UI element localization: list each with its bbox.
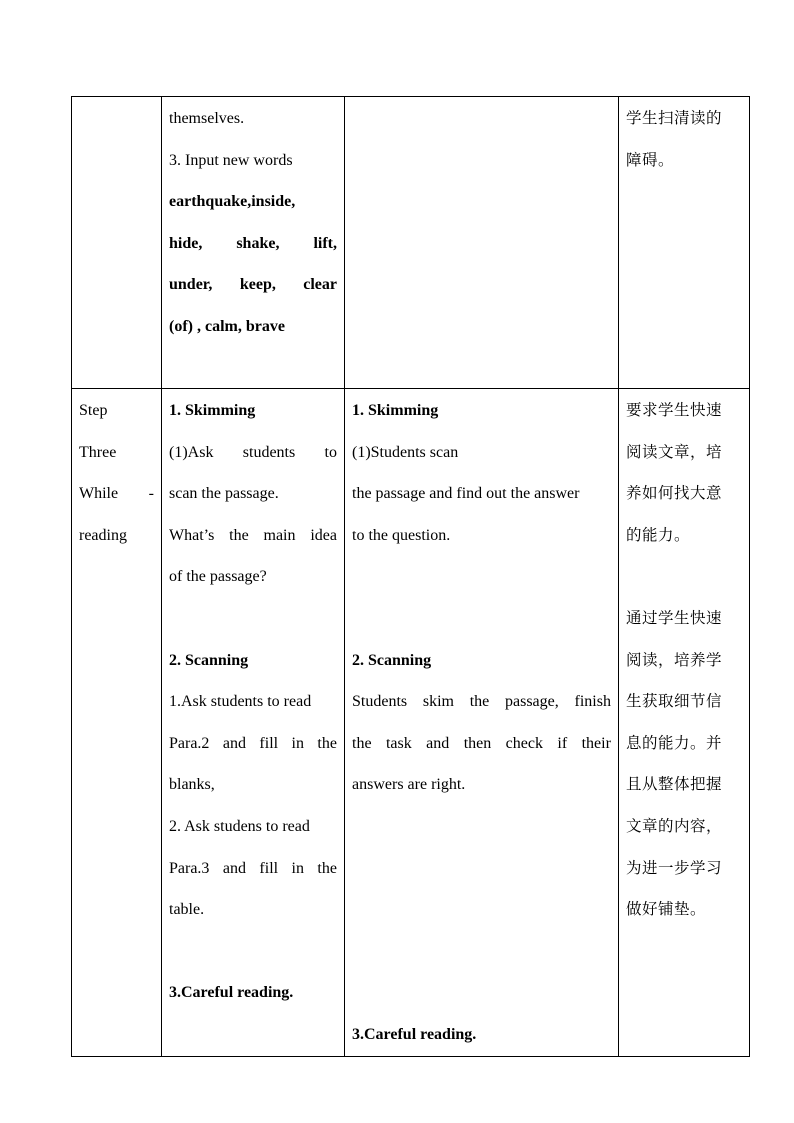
section-heading: 2. Scanning bbox=[352, 651, 432, 669]
word: and bbox=[222, 734, 246, 752]
text-line: 学生扫清读的 bbox=[626, 109, 723, 127]
step-label bbox=[79, 473, 154, 515]
new-words-line bbox=[169, 223, 337, 265]
text-line: scan the passage. bbox=[169, 485, 279, 503]
word: in bbox=[291, 859, 304, 877]
table-row bbox=[72, 389, 750, 1057]
spacer bbox=[169, 931, 337, 973]
text-line: to the question. bbox=[352, 526, 451, 544]
text-line: 通过学生快速 bbox=[626, 608, 723, 627]
word: check bbox=[505, 734, 543, 752]
word: keep, bbox=[239, 276, 276, 294]
step-cell bbox=[72, 389, 162, 1057]
section-heading: 1. Skimming bbox=[169, 402, 256, 419]
spacer bbox=[352, 848, 611, 890]
text-line: blanks, bbox=[169, 776, 215, 794]
teacher-activity-cell bbox=[162, 97, 345, 389]
spacer bbox=[352, 806, 611, 848]
section-heading: 2. Scanning bbox=[169, 651, 249, 669]
text-line bbox=[169, 848, 337, 890]
text-line bbox=[352, 681, 611, 723]
word: (1)Ask bbox=[169, 443, 214, 461]
word: the bbox=[469, 693, 490, 711]
section-heading: 3.Careful reading. bbox=[169, 984, 294, 1002]
section-heading: 1. Skimming bbox=[352, 402, 439, 419]
word: then bbox=[463, 734, 492, 752]
text-line: 障碍。 bbox=[626, 150, 675, 169]
table-row bbox=[72, 97, 750, 389]
text-line: the passage and find out the answer bbox=[352, 485, 580, 503]
step-label: Three bbox=[79, 443, 117, 461]
word: their bbox=[581, 734, 611, 752]
text-line: 为进一步学习 bbox=[626, 858, 723, 877]
step-label: Step bbox=[79, 402, 108, 419]
spacer bbox=[352, 598, 611, 640]
word: the bbox=[317, 859, 337, 877]
text-line: 且从整体把握 bbox=[626, 775, 723, 794]
text-line bbox=[169, 723, 337, 765]
word: - bbox=[148, 485, 154, 503]
text-line: of the passage? bbox=[169, 568, 267, 586]
word: under, bbox=[169, 276, 213, 294]
word: finish bbox=[574, 693, 611, 711]
word: hide, bbox=[169, 234, 203, 252]
section-heading: 3.Careful reading. bbox=[352, 1025, 477, 1043]
word: passage, bbox=[505, 693, 559, 711]
text-line: 生获取细节信 bbox=[626, 692, 723, 711]
text-line: 3. Input new words bbox=[169, 151, 293, 169]
word: the bbox=[352, 734, 372, 752]
word: task bbox=[385, 734, 412, 752]
word: in bbox=[291, 734, 304, 752]
word: and bbox=[222, 859, 246, 877]
text-line: 息的能力。并 bbox=[626, 733, 723, 752]
word: the bbox=[317, 734, 337, 752]
new-words-line: (of) , calm, brave bbox=[169, 317, 285, 335]
word: to bbox=[324, 443, 337, 461]
word: if bbox=[557, 734, 568, 752]
text-line: (1)Students scan bbox=[352, 443, 459, 461]
word: and bbox=[426, 734, 450, 752]
text-line: 的能力。 bbox=[626, 525, 691, 544]
text-line: 做好铺垫。 bbox=[626, 900, 707, 919]
text-line: answers are right. bbox=[352, 776, 466, 794]
lesson-plan-table bbox=[71, 96, 750, 1057]
teacher-activity-cell bbox=[162, 389, 345, 1057]
word: fill bbox=[259, 734, 279, 752]
word: idea bbox=[310, 526, 337, 544]
word: the bbox=[229, 526, 249, 544]
new-words-line bbox=[169, 264, 337, 306]
new-words-line: earthquake,inside, bbox=[169, 193, 296, 211]
word: fill bbox=[259, 859, 279, 877]
text-line bbox=[169, 432, 337, 474]
word: While bbox=[79, 485, 119, 503]
student-activity-cell bbox=[345, 389, 619, 1057]
word: Students bbox=[352, 693, 408, 711]
step-cell bbox=[72, 97, 162, 389]
word: skim bbox=[422, 693, 454, 711]
spacer bbox=[352, 889, 611, 931]
spacer bbox=[626, 556, 742, 598]
word: Para.2 bbox=[169, 734, 210, 752]
text-line: themselves. bbox=[169, 110, 245, 127]
spacer bbox=[352, 931, 611, 973]
word: shake, bbox=[236, 234, 280, 252]
purpose-cell bbox=[619, 97, 750, 389]
text-line: table. bbox=[169, 901, 205, 919]
word: clear bbox=[303, 276, 337, 294]
word: What’s bbox=[169, 526, 215, 544]
word: lift, bbox=[313, 234, 337, 252]
text-line: 文章的内容， bbox=[626, 816, 723, 835]
word: students bbox=[242, 443, 296, 461]
word: main bbox=[263, 526, 296, 544]
spacer bbox=[352, 556, 611, 598]
step-label: reading bbox=[79, 526, 127, 544]
text-line: 阅读文章，培 bbox=[626, 442, 723, 461]
text-line bbox=[169, 515, 337, 557]
purpose-cell bbox=[619, 389, 750, 1057]
text-line: 阅读，培养学 bbox=[626, 650, 723, 669]
student-activity-cell bbox=[345, 97, 619, 389]
text-line: 1.Ask students to read bbox=[169, 693, 312, 711]
text-line bbox=[352, 723, 611, 765]
word: Para.3 bbox=[169, 859, 210, 877]
spacer bbox=[352, 972, 611, 1014]
text-line: 2. Ask studens to read bbox=[169, 817, 310, 835]
text-line: 养如何找大意 bbox=[626, 484, 723, 503]
text-line: 要求学生快速 bbox=[626, 401, 723, 419]
spacer bbox=[169, 598, 337, 640]
